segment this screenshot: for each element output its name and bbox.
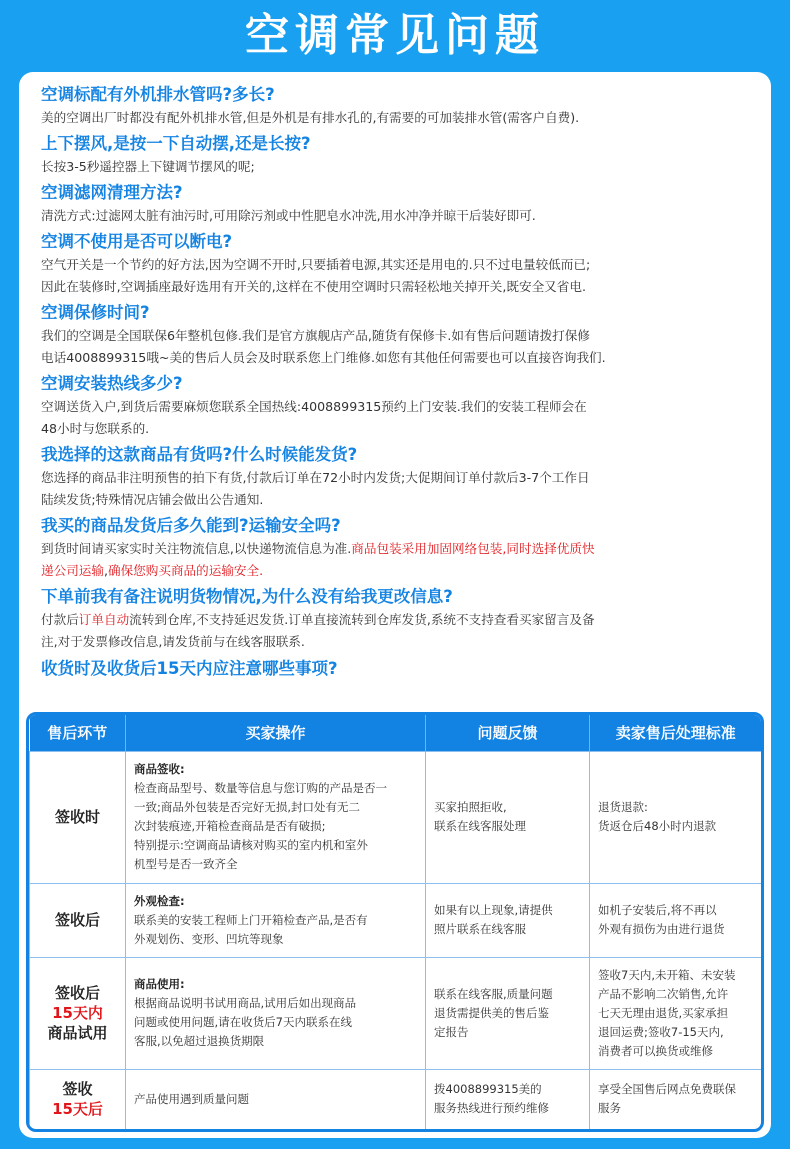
table-row <box>30 751 762 883</box>
faq-question: 空调滤网清理方法? <box>41 183 183 202</box>
faq-card <box>19 72 771 1138</box>
highlight-text: 递公司运输 <box>41 563 104 578</box>
faq-question: 我买的商品发货后多久能到?运输安全吗? <box>41 516 341 535</box>
buyer-action-cell: 外观检查: 联系美的安装工程师上门开箱检查产品,是否有 外观划伤、变形、凹坑等现象 <box>126 883 426 957</box>
faq-answer: 长按3-5秒遥控器上下键调节摆风的呢; <box>41 159 255 174</box>
table-header: 售后环节 <box>30 715 126 751</box>
faq-answer: 付款后订单自动流转到仓库,不支持延迟发货.订单直接流转到仓库发货,系统不支持查看买家留言及备 注,对于发票修改信息,请发货前与在线客服联系. <box>41 612 595 649</box>
faq-answer: 空调送货入户,到货后需要麻烦您联系全国热线:4008899315预约上门安装.我们的安装工程师会在 48小时与您联系的. <box>41 399 587 436</box>
stage-cell: 签收时 <box>30 751 126 883</box>
feedback-cell: 买家拍照拒收, 联系在线客服处理 <box>426 751 590 883</box>
faq-question: 下单前我有备注说明货物情况,为什么没有给我更改信息? <box>41 587 453 606</box>
highlight-text: 确保您购买商品的运输安全. <box>107 563 264 578</box>
faq-answer: 我们的空调是全国联保6年整机包修.我们是官方旗舰店产品,随货有保修卡.如有售后问题请拨打保修 电话4008899315哦~美的售后人员会及时联系您上门维修.如您有其他任何需要也可以直接咨询我们. <box>41 328 606 365</box>
feedback-cell: 拨4008899315美的 服务热线进行预约维修 <box>426 1069 590 1129</box>
faq-answer: 到货时间请买家实时关注物流信息,以快递物流信息为准.商品包装采用加固网络包装,同时选择优质快 递公司运输,确保您购买商品的运输安全. <box>41 541 595 578</box>
buyer-action-cell: 商品签收: 检查商品型号、数量等信息与您订购的产品是否一 一致;商品外包装是否完好无损,封口处有无二 次封装痕迹,开箱检查商品是否有破损; 特别提示:空调商品请核对购买的室内机和室外 机型号是否一致齐全 <box>126 751 426 883</box>
table-row <box>30 957 762 1069</box>
table-header: 卖家售后处理标准 <box>590 715 762 751</box>
stage-cell: 签收 15天后 <box>30 1069 126 1129</box>
faq-question: 收货时及收货后15天内应注意哪些事项? <box>41 659 338 678</box>
faq-answer: 空气开关是一个节约的好方法,因为空调不开时,只要插着电源,其实还是用电的.只不过电量较低而已; 因此在装修时,空调插座最好选用有开关的,这样在不使用空调时只需轻松地关掉开关,既安全又省电. <box>41 257 591 294</box>
feedback-cell: 联系在线客服,质量问题 退货需提供美的售后鉴 定报告 <box>426 957 590 1069</box>
faq-question: 我选择的这款商品有货吗?什么时候能发货? <box>41 445 358 464</box>
table-row <box>30 883 762 957</box>
faq-list <box>19 80 771 681</box>
table-header-row <box>30 715 762 751</box>
table-header: 买家操作 <box>126 715 426 751</box>
buyer-action-cell: 产品使用遇到质量问题 <box>126 1069 426 1129</box>
table-row <box>30 1069 762 1129</box>
highlight-text: 商品包装采用加固网络包装,同时选择优质快 <box>351 541 595 556</box>
faq-question: 空调安装热线多少? <box>41 374 183 393</box>
highlight-text: 订单自动 <box>78 612 130 627</box>
faq-answer: 清洗方式:过滤网太脏有油污时,可用除污剂或中性肥皂水冲洗,用水冲净并晾干后装好即可. <box>41 208 536 223</box>
seller-standard-cell: 如机子安装后,将不再以 外观有损伤为由进行退货 <box>590 883 762 957</box>
stage-cell: 签收后 15天内 商品试用 <box>30 957 126 1069</box>
table-header: 问题反馈 <box>426 715 590 751</box>
seller-standard-cell: 签收7天内,未开箱、未安装 产品不影响二次销售,允许 七天无理由退货,买家承担 退回运费;签收7-15天内, 消费者可以换货或维修 <box>590 957 762 1069</box>
buyer-action-cell: 商品使用: 根据商品说明书试用商品,试用后如出现商品 问题或使用问题,请在收货后7天内联系在线 客服,以免超过退换货期限 <box>126 957 426 1069</box>
feedback-cell: 如果有以上现象,请提供 照片联系在线客服 <box>426 883 590 957</box>
faq-answer: 您选择的商品非注明预售的拍下有货,付款后订单在72小时内发货;大促期间订单付款后3-7个工作日 陆续发货;特殊情况店铺会做出公告通知. <box>41 470 590 507</box>
faq-question: 空调不使用是否可以断电? <box>41 232 233 251</box>
faq-question: 空调保修时间? <box>41 303 150 322</box>
stage-cell: 签收后 <box>30 883 126 957</box>
faq-question: 空调标配有外机排水管吗?多长? <box>41 85 275 104</box>
seller-standard-cell: 享受全国售后网点免费联保 服务 <box>590 1069 762 1129</box>
faq-answer: 美的空调出厂时都没有配外机排水管,但是外机是有排水孔的,有需要的可加装排水管(需客户自费). <box>41 110 580 125</box>
faq-question: 上下摆风,是按一下自动摆,还是长按? <box>41 134 311 153</box>
page-title: 空调常见问题 <box>245 10 545 61</box>
after-sales-table <box>26 712 764 1132</box>
seller-standard-cell: 退货退款: 货返仓后48小时内退款 <box>590 751 762 883</box>
